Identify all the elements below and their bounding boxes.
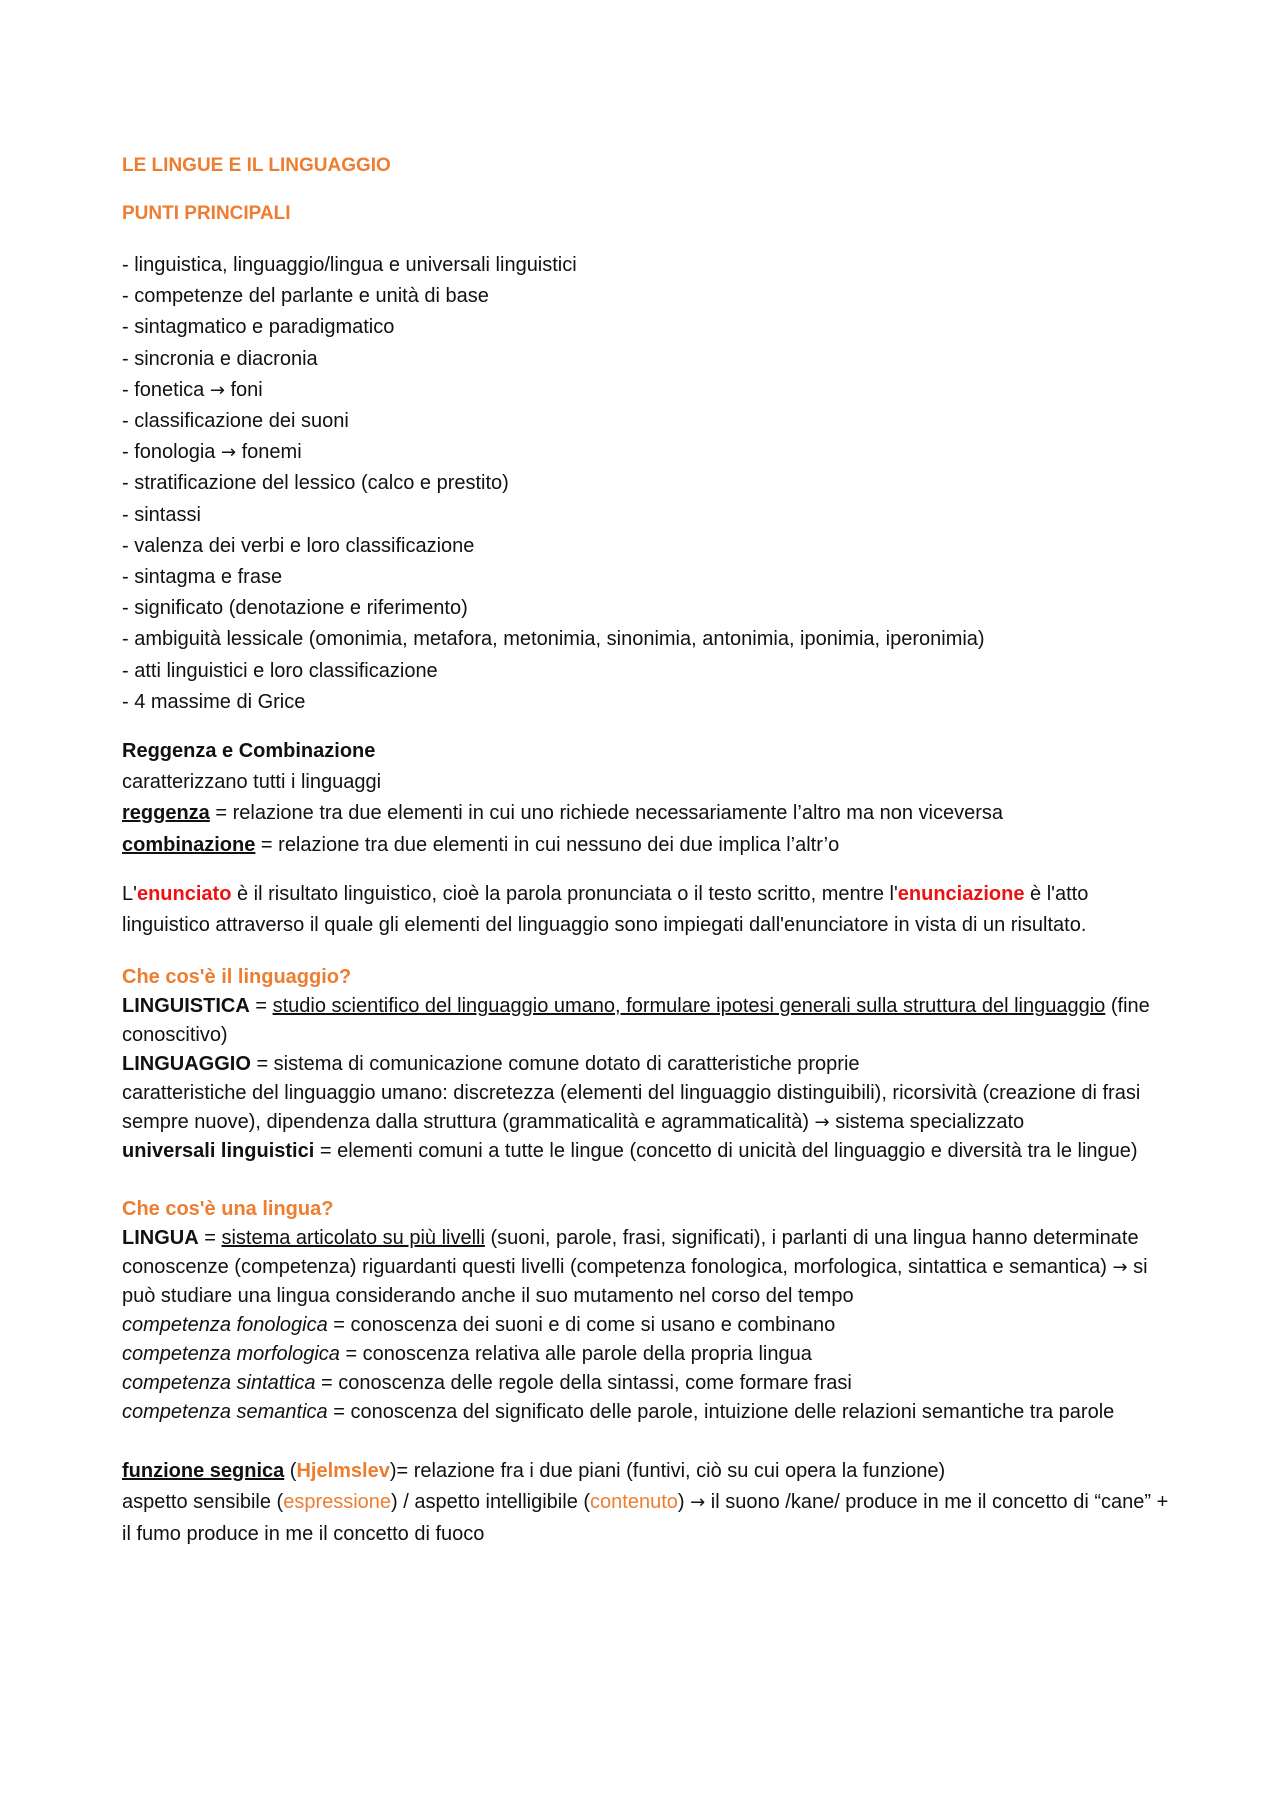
list-item: - linguistica, linguaggio/lingua e universali linguistici <box>122 254 577 276</box>
section-title-punti: PUNTI PRINCIPALI <box>122 203 291 224</box>
term-combinazione: combinazione <box>122 833 256 856</box>
term-enunciato: enunciato <box>136 882 232 905</box>
list-item: - 4 massime di Grice <box>122 690 306 713</box>
caratteristiche-paragraph: caratteristiche del linguaggio umano: discretezza (elementi del linguaggio distinguibili), ricorsività (creazione di frasi sempre nuove), dipendenza dalla struttura (grammaticalità e agrammaticalità) → sistema specializzato <box>122 1082 1141 1134</box>
reggenza-definition: reggenza = relazione tra due elementi in cui uno richiede necessariamente l’altro ma non viceversa <box>122 802 1004 825</box>
document-title: LE LINGUE E IL LINGUAGGIO <box>122 155 391 176</box>
funzione-segnica-definition: funzione segnica (Hjelmslev)= relazione fra i due piani (funtivi, ciò su cui opera la funzione) <box>122 1460 946 1483</box>
linguaggio-definition: LINGUAGGIO = sistema di comunicazione comune dotato di caratteristiche proprie <box>122 1053 860 1076</box>
reggenza-intro: caratterizzano tutti i linguaggi <box>122 771 382 794</box>
list-item: - atti linguistici e loro classificazione <box>122 659 438 682</box>
linguistica-definition: LINGUISTICA = studio scientifico del linguaggio umano, formulare ipotesi generali sulla struttura del linguaggio (fine conoscitivo) <box>122 995 1150 1047</box>
competenza-item: competenza semantica = conoscenza del significato delle parole, intuizione delle relazioni semantiche tra parole <box>122 1401 1115 1424</box>
list-item: - significato (denotazione e riferimento) <box>122 597 468 620</box>
competenza-item: competenza fonologica = conoscenza dei suoni e di come si usano e combinano <box>122 1314 836 1337</box>
list-item: - sintassi <box>122 503 201 526</box>
term-funzione-segnica: funzione segnica <box>122 1460 285 1483</box>
list-item: - sintagmatico e paradigmatico <box>122 316 395 339</box>
section-heading-linguaggio: Che cos'è il linguaggio? <box>122 966 352 989</box>
competenza-item: competenza sintattica = conoscenza delle regole della sintassi, come formare frasi <box>122 1372 852 1395</box>
author-hjelmslev: Hjelmslev <box>296 1460 390 1483</box>
points-list <box>122 250 1172 718</box>
arrow-icon: → <box>814 1112 830 1134</box>
arrow-icon: → <box>1112 1257 1128 1279</box>
arrow-icon: → <box>690 1492 706 1514</box>
section-heading-lingua: Che cos'è una lingua? <box>122 1198 334 1221</box>
aspetti-paragraph: aspetto sensibile (espressione) / aspetto intelligibile (contenuto) → il suono /kane/ produce in me il concetto di “cane” + il fumo produce in me il concetto di fuoco <box>122 1491 1169 1545</box>
lingua-definition: LINGUA = sistema articolato su più livelli (suoni, parole, frasi, significati), i parlanti di una lingua hanno determinate conoscenze (competenza) riguardanti questi livelli (competenza fonologica, morfologica, sintattica e semantica) → si può studiare una lingua considerando anche il suo mutamento nel corso del tempo <box>122 1227 1148 1308</box>
list-item: - classificazione dei suoni <box>122 410 349 433</box>
term-enunciazione: enunciazione <box>897 882 1025 905</box>
section-funzione-segnica <box>122 1456 1172 1550</box>
section-heading-reggenza: Reggenza e Combinazione <box>122 740 376 763</box>
term-contenuto: contenuto <box>590 1491 678 1514</box>
arrow-icon: → <box>220 442 237 464</box>
section-lingua <box>122 1195 1172 1427</box>
list-item: - sintagma e frase <box>122 566 283 589</box>
list-item: - ambiguità lessicale (omonimia, metafora, metonimia, sinonimia, antonimia, iponimia, iperonimia) <box>122 628 985 651</box>
list-item: - fonologia → fonemi <box>122 441 302 464</box>
list-item: - competenze del parlante e unità di base <box>122 285 489 308</box>
section-linguaggio <box>122 963 1172 1166</box>
term-reggenza: reggenza <box>122 802 210 825</box>
list-item: - fonetica → foni <box>122 378 263 401</box>
arrow-icon: → <box>209 379 225 401</box>
combinazione-definition: combinazione = relazione tra due elementi in cui nessuno dei due implica l’altr’o <box>122 833 840 856</box>
list-item: - stratificazione del lessico (calco e prestito) <box>122 472 509 495</box>
document-page <box>122 154 1172 1550</box>
section-reggenza <box>122 736 1172 861</box>
universali-definition: universali linguistici = elementi comuni a tutte le lingue (concetto di unicità del linguaggio e diversità tra le lingue) <box>122 1140 1138 1163</box>
term-espressione: espressione <box>283 1491 392 1514</box>
competenza-item: competenza morfologica = conoscenza relativa alle parole della propria lingua <box>122 1343 812 1366</box>
list-item: - sincronia e diacronia <box>122 347 318 370</box>
enunciato-paragraph: L'enunciato è il risultato linguistico, cioè la parola pronunciata o il testo scritto, mentre l'enunciazione è l'atto linguistico attraverso il quale gli elementi del linguaggio sono impiegati dall'enunciatore in vista di un risultato. <box>122 882 1089 937</box>
list-item: - valenza dei verbi e loro classificazione <box>122 534 475 557</box>
